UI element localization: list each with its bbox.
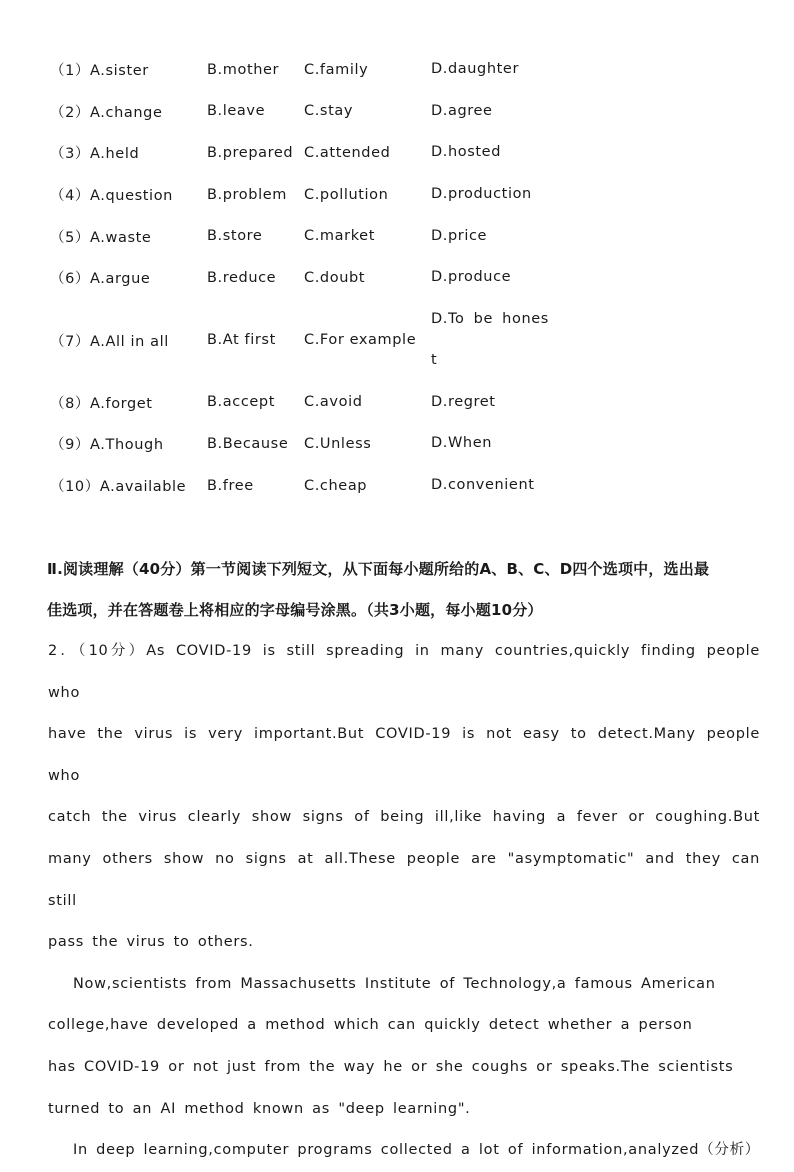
option-d: D.produce [431, 269, 512, 286]
passage-line: In deep learning,computer programs collected a lot of information,analyzed（分析） [73, 1142, 760, 1159]
passage-line: pass the virus to others. [48, 934, 254, 951]
option-b: B.leave [207, 103, 266, 120]
option-c: C.For example [304, 332, 417, 349]
option-a: A.question [90, 188, 173, 205]
option-a: A.forget [90, 395, 153, 412]
passage-line: catch the virus clearly show signs of being ill,like having a fever or coughing.But [48, 809, 760, 826]
passage-line: turned to an AI method known as "deep learning". [48, 1100, 471, 1117]
option-b: B.store [207, 228, 263, 245]
section-heading-line: 佳选项，并在答题卷上将相应的字母编号涂黑。（共3小题，每小题10分） [47, 601, 543, 619]
option-row-10 [50, 465, 570, 507]
option-row-5 [50, 215, 570, 257]
option-b: B.Because [207, 435, 289, 452]
option-b: B.free [207, 477, 254, 494]
option-c: C.doubt [304, 269, 366, 286]
option-a: A.waste [90, 229, 152, 246]
section-heading [47, 549, 752, 631]
question-number: （2） [50, 104, 91, 121]
option-c: C.Unless [304, 435, 372, 452]
option-a: A.change [90, 104, 163, 121]
passage-paragraph [48, 964, 760, 1130]
option-row-7 [50, 299, 570, 382]
option-d: D.price [431, 227, 488, 244]
option-a: A.sister [90, 63, 149, 80]
option-c: C.stay [304, 103, 354, 120]
question-number: （7） [50, 333, 91, 350]
option-a: A.All in all [90, 333, 169, 350]
option-d: D.daughter [431, 61, 520, 78]
question-number: （5） [50, 229, 91, 246]
option-d: D.To be hones t [431, 311, 549, 369]
option-c: C.family [304, 61, 369, 78]
question-number: （1） [50, 63, 91, 80]
option-row-6 [50, 257, 570, 299]
option-row-8 [50, 382, 570, 424]
option-c: C.avoid [304, 394, 363, 411]
passage-paragraph [48, 1130, 760, 1172]
question-number: （6） [50, 271, 91, 288]
passage-line: Now,scientists from Massachusetts Institute of Technology,a famous American [73, 975, 716, 992]
option-row-9 [50, 423, 570, 465]
option-a: A.available [99, 479, 187, 496]
question-number: （4） [50, 188, 91, 205]
option-c: C.attended [304, 144, 391, 161]
option-a: A.argue [90, 271, 151, 288]
passage-line: college,have developed a method which can quickly detect whether a person [48, 1017, 693, 1034]
option-row-1 [50, 49, 570, 91]
option-d: D.agree [431, 102, 493, 119]
passage-line: have the virus is very important.But COVID-19 is not easy to detect.Many people who [48, 726, 760, 784]
option-b: B.At first [207, 332, 276, 349]
option-row-4 [50, 174, 570, 216]
option-c: C.pollution [304, 186, 389, 203]
passage-line: many others show no signs at all.These people are "asymptomatic" and they can still [48, 850, 760, 909]
question-number: （8） [50, 395, 91, 412]
option-d: D.hosted [431, 144, 502, 161]
option-row-3 [50, 132, 570, 174]
passage-paragraph [48, 631, 760, 964]
option-b: B.accept [207, 394, 275, 411]
option-b: B.prepared [207, 144, 294, 161]
question-number: （3） [50, 146, 91, 163]
option-a: A.held [90, 146, 140, 163]
option-c: C.cheap [304, 477, 368, 494]
reading-passage [48, 631, 760, 1172]
option-c: C.market [304, 228, 375, 245]
question-number: （9） [50, 437, 91, 454]
question-number: （10） [50, 479, 100, 496]
option-b: B.reduce [207, 269, 277, 286]
option-d: D.production [431, 186, 532, 203]
option-d: D.convenient [431, 477, 535, 494]
passage-line: 2．（10分）As COVID-19 is still spreading in many countries,quickly finding people who [48, 643, 760, 701]
option-b: B.problem [207, 186, 287, 203]
section-heading-line: Ⅱ.阅读理解（40分）第一节阅读下列短文，从下面每小题所给的A、B、C、D四个选项中，选出最 [47, 560, 710, 578]
option-d: D.When [431, 435, 493, 452]
option-row-2 [50, 91, 570, 133]
passage-line: has COVID-19 or not just from the way he or she coughs or speaks.The scientists [48, 1058, 734, 1075]
option-d: D.regret [431, 393, 496, 410]
options-table [50, 49, 570, 506]
option-a: A.Though [90, 437, 164, 454]
option-b: B.mother [207, 61, 280, 78]
